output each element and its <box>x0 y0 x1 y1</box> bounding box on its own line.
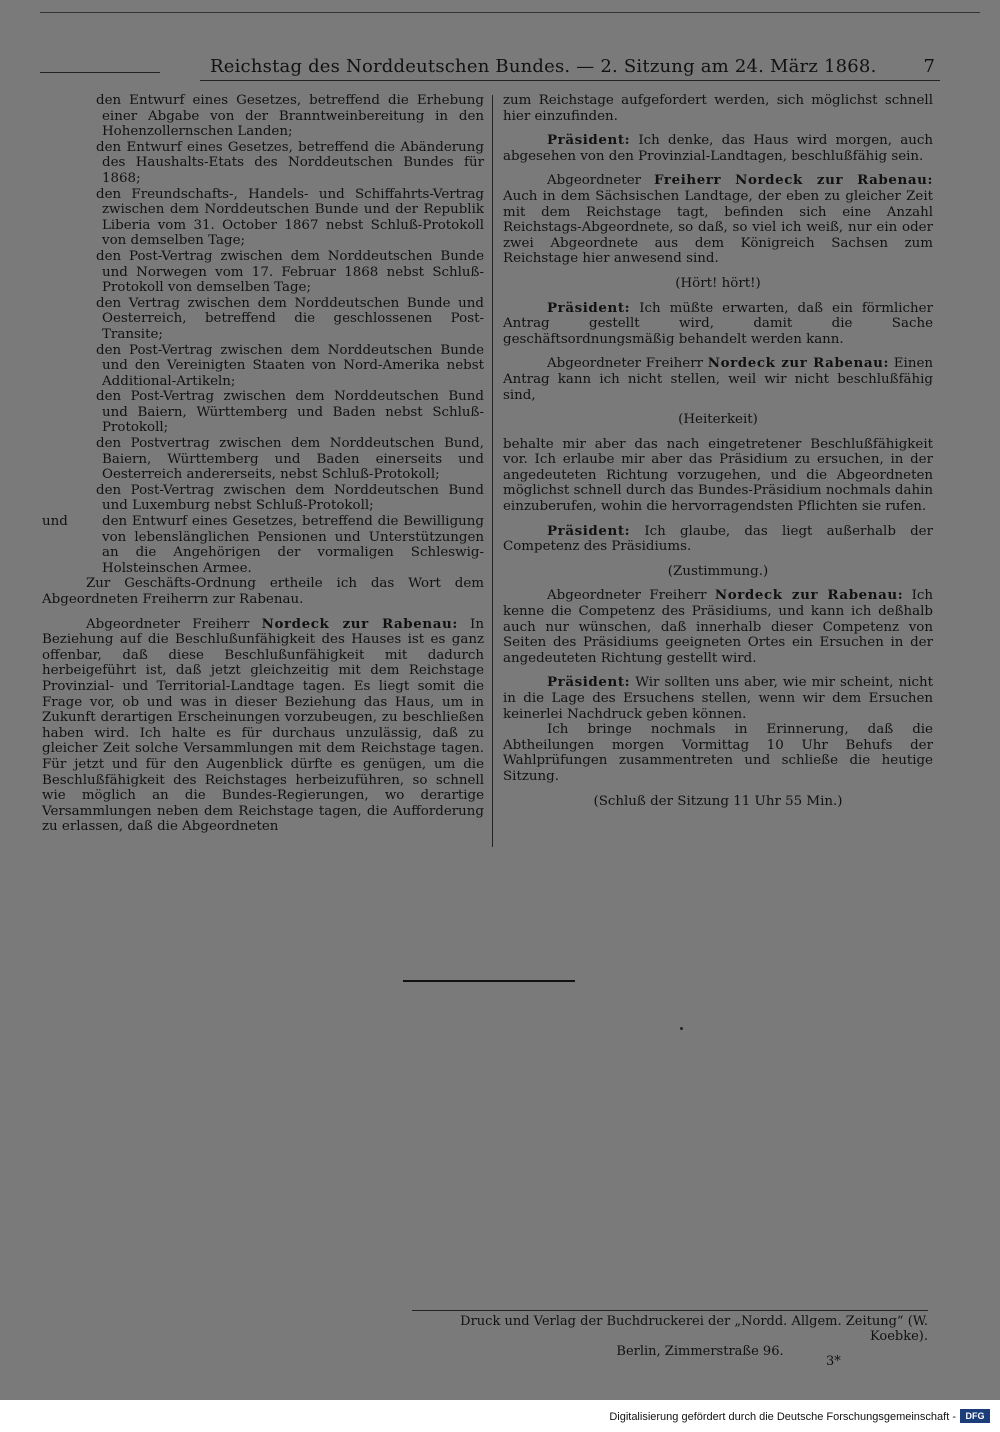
list-item: den Post-Vertrag zwischen dem Norddeutschen Bunde und Norwegen vom 17. Februar 1868 nebst Schluß-Protokoll von demselben Tage; <box>96 248 484 296</box>
paragraph: Ich bringe nochmals in Erinnerung, daß die Abtheilungen morgen Vormittag 10 Uhr Behufs der Wahlprüfungen zusammentreten und schließe die heutige Sitzung. <box>503 722 933 784</box>
und-item <box>42 514 484 576</box>
speaker-lead: Abgeordneter <box>547 173 642 189</box>
list-item: den Post-Vertrag zwischen dem Norddeutschen Bund und Luxemburg nebst Schluß-Protokoll; <box>96 482 484 514</box>
speech-text: Einen Antrag kann ich nicht stellen, weil wir nicht beschlußfähig sind, <box>503 356 933 403</box>
reaction: (Hört! hört!) <box>675 275 761 291</box>
paragraph <box>503 524 933 555</box>
header-rule-left <box>40 72 160 73</box>
paragraph: Zur Geschäfts-Ordnung ertheile ich das Wort dem Abgeordneten Freiherrn zur Rabenau. <box>42 576 484 607</box>
speaker-name: Präsident: <box>547 299 631 316</box>
speech-text: Ich glaube, das liegt außerhalb der Competenz des Präsidiums. <box>503 523 933 555</box>
paragraph <box>503 301 933 348</box>
imprint <box>412 1310 928 1359</box>
page-number: 7 <box>923 56 935 77</box>
speaker-name: Präsident: <box>547 132 631 149</box>
reaction: (Heiterkeit) <box>678 412 758 428</box>
list-item: den Vertrag zwischen dem Norddeutschen Bunde und Oesterreich, betreffend die geschlossenen Post-Transite; <box>96 295 484 342</box>
footer-bar <box>0 1400 1000 1432</box>
speech-text: Ich müßte erwarten, daß ein förmlicher Antrag gestellt wird, damit die Sache geschäftsordnungsmäßig behandelt werden kann. <box>503 300 933 347</box>
top-border <box>40 12 980 13</box>
speech-text: Wir sollten uns aber, wie mir scheint, nicht in die Lage des Ersuchens stellen, wenn wir dem Ersuchen keinerlei Nachdruck geben können. <box>503 675 933 722</box>
paragraph: zum Reichstage aufgefordert werden, sich möglichst schnell hier einzufinden. <box>503 93 933 124</box>
speech-text: Ich denke, das Haus wird morgen, auch abgesehen von den Provinzial-Landtagen, beschlußfähig sein. <box>503 133 933 164</box>
speaker-name: Nordeck zur Rabenau: <box>707 355 890 372</box>
footer-credit: Digitalisierung gefördert durch die Deutsche Forschungsgemeinschaft - <box>609 1411 956 1423</box>
list-item: den Post-Vertrag zwischen dem Norddeutschen Bunde und den Vereinigten Staaten von Nord-Amerika nebst Additional-Artikeln; <box>96 342 484 389</box>
speaker-lead: Abgeordneter Freiherr <box>547 588 707 604</box>
reaction: (Zustimmung.) <box>667 563 769 579</box>
closing-note: (Schluß der Sitzung 11 Uhr 55 Min.) <box>593 793 843 809</box>
page-header <box>40 52 940 82</box>
end-rule <box>403 980 575 982</box>
speaker-name: Freiherr Nordeck zur Rabenau: <box>654 172 933 189</box>
imprint-line: Berlin, Zimmerstraße 96. <box>616 1344 784 1359</box>
paragraph <box>42 617 484 835</box>
list-item: den Freundschafts-, Handels- und Schiffahrts-Vertrag zwischen dem Norddeutschen Bunde und der Republik Liberia vom 31. October 1867 nebst Schluß-Protokoll von demselben Tage; <box>96 186 484 249</box>
paragraph: behalte mir aber das nach eingetretener Beschlußfähigkeit vor. Ich erlaube mir aber das Präsidium zu ersuchen, in der angedeuteten Richtung vorzugehen, und die Abgeordneten möglichst schnell durch das Bundes-Präsidium nochmals dahin einzuberufen, wohin die hervorragendsten Pflichten sie rufen. <box>503 436 933 515</box>
list-item: den Entwurf eines Gesetzes, betreffend die Abänderung des Haushalts-Etats des Norddeutschen Bundes für 1868; <box>96 139 484 186</box>
paragraph <box>503 133 933 164</box>
speech-text: Auch in dem Sächsischen Landtage, der eben zu gleicher Zeit mit dem Reichstage tagt, befinden sich eine Anzahl Reichstags-Abgeordnete, so daß, so viel ich weiß, nur ein oder zwei Abgeordnete aus dem Königreich Sachsen zum Reichstage hier anwesend sind. <box>503 188 933 267</box>
list-item: den Entwurf eines Gesetzes, betreffend die Bewilligung von lebenslänglichen Pensionen und Unterstützungen an die Angehörigen der vormaligen Schleswig-Holsteinschen Armee. <box>102 514 484 576</box>
list-item: den Postvertrag zwischen dem Norddeutschen Bund, Baiern, Württemberg und Baden einerseits und Oesterreich andererseits, nebst Schluß-Protokoll; <box>96 436 484 483</box>
list-item: den Post-Vertrag zwischen dem Norddeutschen Bund und Baiern, Württemberg und Baden nebst Schluß-Protokoll; <box>96 389 484 436</box>
speech-text: Ich kenne die Competenz des Präsidiums, und kann ich deßhalb auch nur wünschen, daß innerhalb dieser Competenz von Seiten des Präsidiums geeigneten Ortes ein Ersuchen in der angedeuteten Richtung gestellt wird. <box>503 588 933 666</box>
paragraph <box>503 675 933 722</box>
list-item: den Entwurf eines Gesetzes, betreffend die Erhebung einer Abgabe von der Branntweinbereitung in den Hohenzollernschen Landen; <box>96 93 484 140</box>
und-word: und <box>42 514 68 530</box>
speaker-lead: Abgeordneter Freiherr <box>86 616 250 632</box>
signature-mark: 3* <box>826 1354 841 1369</box>
speaker-name: Präsident: <box>547 522 631 539</box>
imprint-line: Druck und Verlag der Buchdruckerei der „Nordd. Allgem. Zeitung“ (W. Koebke). <box>460 1314 928 1344</box>
header-rule <box>200 80 940 81</box>
column-divider <box>492 95 493 847</box>
paragraph <box>503 356 933 403</box>
right-column <box>503 93 933 809</box>
speaker-name: Nordeck zur Rabenau: <box>261 615 458 632</box>
left-column <box>42 93 484 835</box>
speaker-name: Nordeck zur Rabenau: <box>714 587 904 604</box>
paragraph <box>503 588 933 666</box>
paragraph <box>503 173 933 267</box>
dfg-logo: DFG <box>960 1409 990 1423</box>
speaker-lead: Abgeordneter Freiherr <box>547 356 704 372</box>
speck <box>680 1027 683 1030</box>
speech-text: In Beziehung auf die Beschlußunfähigkeit des Hauses ist es ganz offenbar, daß diese Beschlußunfähigkeit mit dadurch herbeigeführt ist, daß jetzt gleichzeitig mit dem Reichstage Provinzial- und Territorial-Landtage tagen. Es liegt somit die Frage vor, ob und was in dieser Beziehung das Haus, um in Zukunft derartigen Erscheinungen vorzubeugen, zu beschließen haben wird. Ich halte es für durchaus unzulässig, daß zu gleicher Zeit solche Versammlungen mit dem Reichstage tagen. Für jetzt und für den Augenblick dürfte es genügen, um die Beschlußfähigkeit des Reichstages herbeizuführen, so schnell wie möglich an die Bundes-Regierungen, wo derartige Versammlungen neben dem Reichstage tagen, die Aufforderung zu erlassen, daß die Abgeordneten <box>42 616 484 835</box>
running-title: Reichstag des Norddeutschen Bundes. — 2. Sitzung am 24. März 1868. <box>210 56 877 77</box>
speaker-name: Präsident: <box>547 674 631 691</box>
